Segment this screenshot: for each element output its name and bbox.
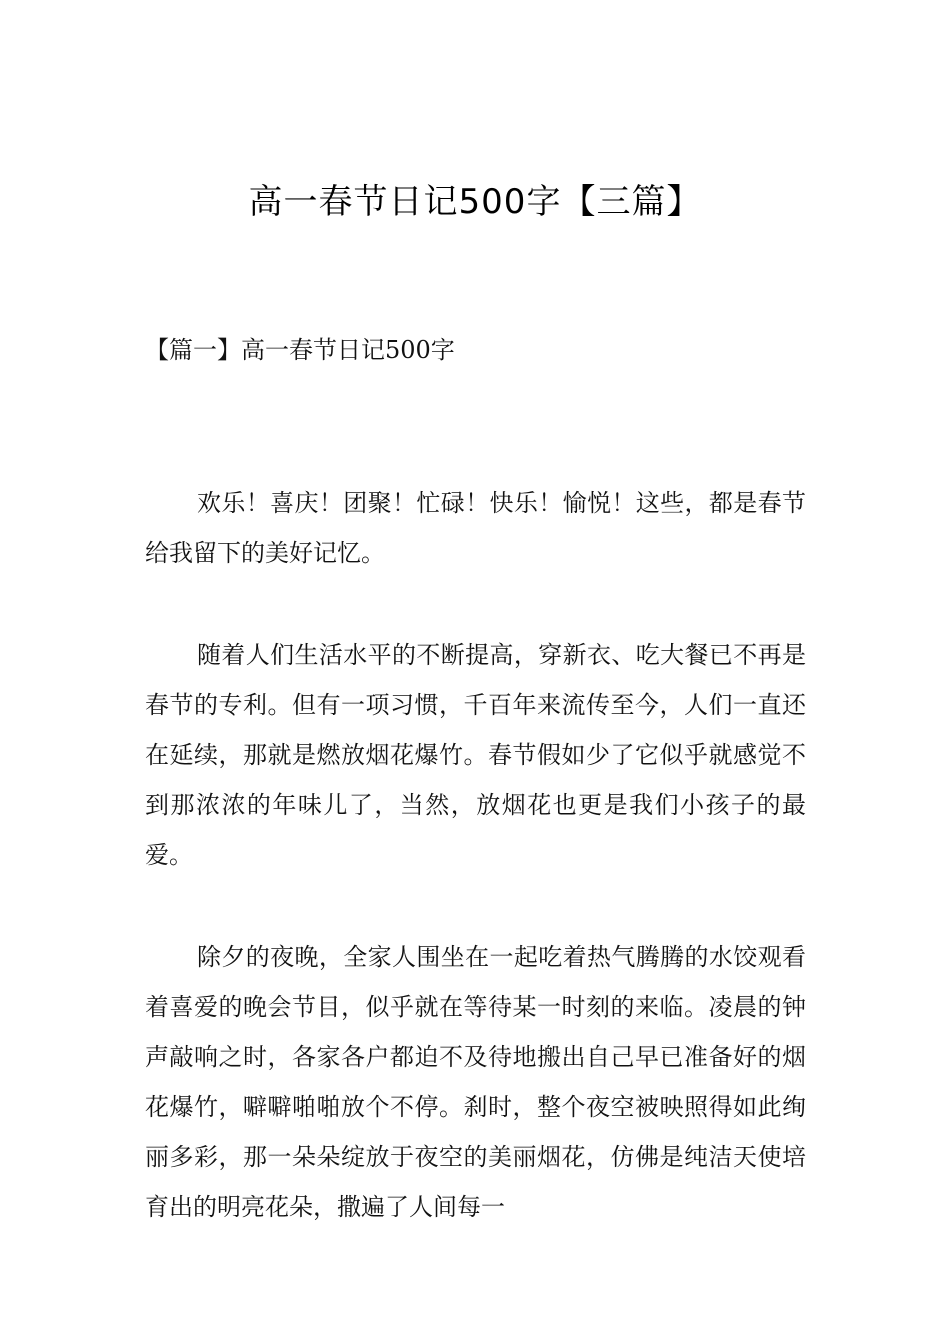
document-title: 高一春节日记500字【三篇】 [248,182,702,222]
document-body [145,478,806,1232]
section-heading: 【篇一】高一春节日记500字 [145,336,455,364]
paragraph-2: 随着人们生活水平的不断提高，穿新衣、吃大餐已不再是春节的专利。但有一项习惯，千百年来流传至今，人们一直还在延续，那就是燃放烟花爆竹。春节假如少了它似乎就感觉不到那浓浓的年味儿了，当然，放烟花也更是我们小孩子的最爱。 [145,641,806,869]
paragraph-3: 除夕的夜晚，全家人围坐在一起吃着热气腾腾的水饺观看着喜爱的晚会节目，似乎就在等待某一时刻的来临。凌晨的钟声敲响之时，各家各户都迫不及待地搬出自己早已准备好的烟花爆竹，噼噼啪啪放个不停。刹时，整个夜空被映照得如此绚丽多彩，那一朵朵绽放于夜空的美丽烟花，仿佛是纯洁天使培育出的明亮花朵，撒遍了人间每一 [145,943,806,1221]
paragraph-1: 欢乐！喜庆！团聚！忙碌！快乐！愉悦！这些，都是春节给我留下的美好记忆。 [145,489,806,567]
